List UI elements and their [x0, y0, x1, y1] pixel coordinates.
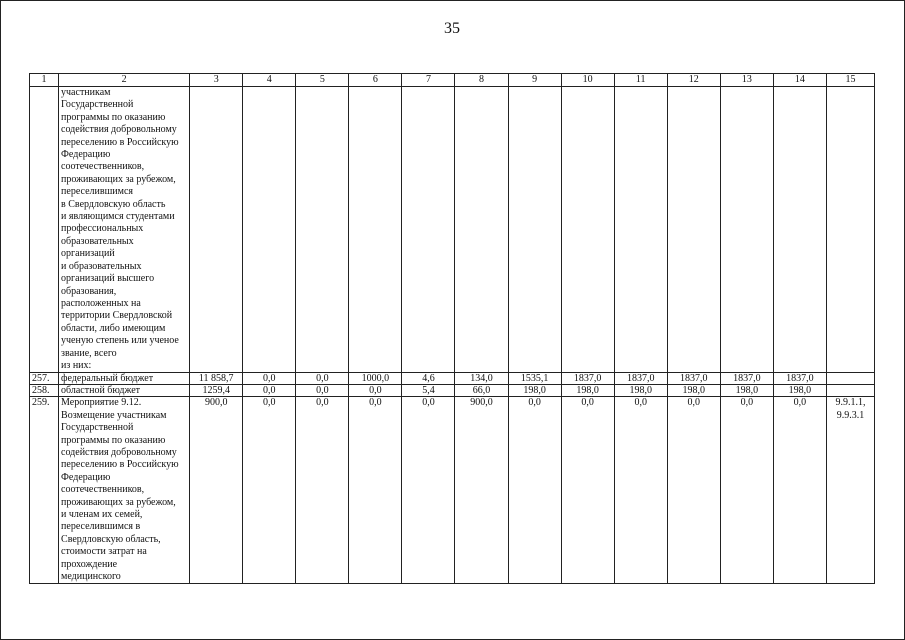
value-cell [296, 87, 349, 373]
value-cell [402, 87, 455, 373]
value-cell [508, 87, 561, 373]
value-cell: 0,0 [667, 397, 720, 584]
header-cell: 15 [826, 74, 874, 87]
value-cell [667, 87, 720, 373]
table-row [30, 87, 875, 373]
value-cell [455, 87, 508, 373]
value-cell [349, 87, 402, 373]
value-cell: 0,0 [561, 397, 614, 584]
value-cell: 0,0 [614, 397, 667, 584]
target-indicator-cell: 9.9.1.1, 9.9.3.1 [826, 397, 874, 584]
value-cell: 0,0 [508, 397, 561, 584]
value-cell: 0,0 [296, 373, 349, 385]
value-cell: 1837,0 [614, 373, 667, 385]
header-cell: 13 [720, 74, 773, 87]
value-cell: 0,0 [720, 397, 773, 584]
value-cell: 0,0 [349, 397, 402, 584]
header-cell: 9 [508, 74, 561, 87]
value-cell: 1000,0 [349, 373, 402, 385]
value-cell: 1259,4 [190, 385, 243, 397]
header-row [30, 74, 875, 87]
budget-table [29, 73, 875, 584]
value-cell: 0,0 [243, 373, 296, 385]
value-cell: 0,0 [296, 385, 349, 397]
header-cell: 14 [773, 74, 826, 87]
header-cell: 3 [190, 74, 243, 87]
value-cell: 0,0 [349, 385, 402, 397]
row-description: Мероприятие 9.12. Возмещение участникам Государственной программы по оказанию содействия добровольному переселению в Российскую Федерацию соотечественников, проживающих за рубежом, и членам их семей, переселившимся в Свердловскую область, стоимости затрат на прохождение медицинского [59, 397, 190, 584]
header-cell: 8 [455, 74, 508, 87]
target-indicator-cell [826, 385, 874, 397]
value-cell: 900,0 [455, 397, 508, 584]
value-cell: 900,0 [190, 397, 243, 584]
value-cell [190, 87, 243, 373]
target-indicator-cell [826, 87, 874, 373]
table-row [30, 373, 875, 385]
value-cell: 198,0 [773, 385, 826, 397]
table-row [30, 385, 875, 397]
row-number: 259. [30, 397, 59, 584]
value-cell: 4,6 [402, 373, 455, 385]
value-cell: 0,0 [773, 397, 826, 584]
value-cell: 11 858,7 [190, 373, 243, 385]
page-number: 35 [444, 20, 460, 37]
table-row [30, 397, 875, 584]
target-indicator-cell [826, 373, 874, 385]
header-cell: 2 [59, 74, 190, 87]
row-number: 258. [30, 385, 59, 397]
value-cell: 1837,0 [667, 373, 720, 385]
header-cell: 11 [614, 74, 667, 87]
header-cell: 7 [402, 74, 455, 87]
row-description: участникам Государственной программы по оказанию содействия добровольному переселению в Российскую Федерацию соотечественников, проживающих за рубежом, переселившимся в Свердловскую область и являющимся студентами профессиональных образовательных организаций и образовательных организаций высшего образования, расположенных на территории Свердловской области, либо имеющим ученую степень или ученое звание, всего из них: [59, 87, 190, 373]
value-cell: 0,0 [296, 397, 349, 584]
value-cell: 1535,1 [508, 373, 561, 385]
value-cell: 198,0 [667, 385, 720, 397]
value-cell: 66,0 [455, 385, 508, 397]
row-number [30, 87, 59, 373]
value-cell: 134,0 [455, 373, 508, 385]
header-cell: 12 [667, 74, 720, 87]
value-cell: 0,0 [243, 385, 296, 397]
header-cell: 1 [30, 74, 59, 87]
row-description: федеральный бюджет [59, 373, 190, 385]
header-cell: 4 [243, 74, 296, 87]
value-cell [561, 87, 614, 373]
value-cell: 1837,0 [720, 373, 773, 385]
value-cell [243, 87, 296, 373]
value-cell: 1837,0 [773, 373, 826, 385]
value-cell: 198,0 [614, 385, 667, 397]
row-description: областной бюджет [59, 385, 190, 397]
value-cell: 1837,0 [561, 373, 614, 385]
value-cell: 198,0 [508, 385, 561, 397]
value-cell: 0,0 [402, 397, 455, 584]
value-cell [614, 87, 667, 373]
value-cell [720, 87, 773, 373]
header-cell: 5 [296, 74, 349, 87]
value-cell: 198,0 [720, 385, 773, 397]
header-cell: 10 [561, 74, 614, 87]
value-cell: 198,0 [561, 385, 614, 397]
value-cell: 0,0 [243, 397, 296, 584]
value-cell [773, 87, 826, 373]
value-cell: 5,4 [402, 385, 455, 397]
row-number: 257. [30, 373, 59, 385]
header-cell: 6 [349, 74, 402, 87]
